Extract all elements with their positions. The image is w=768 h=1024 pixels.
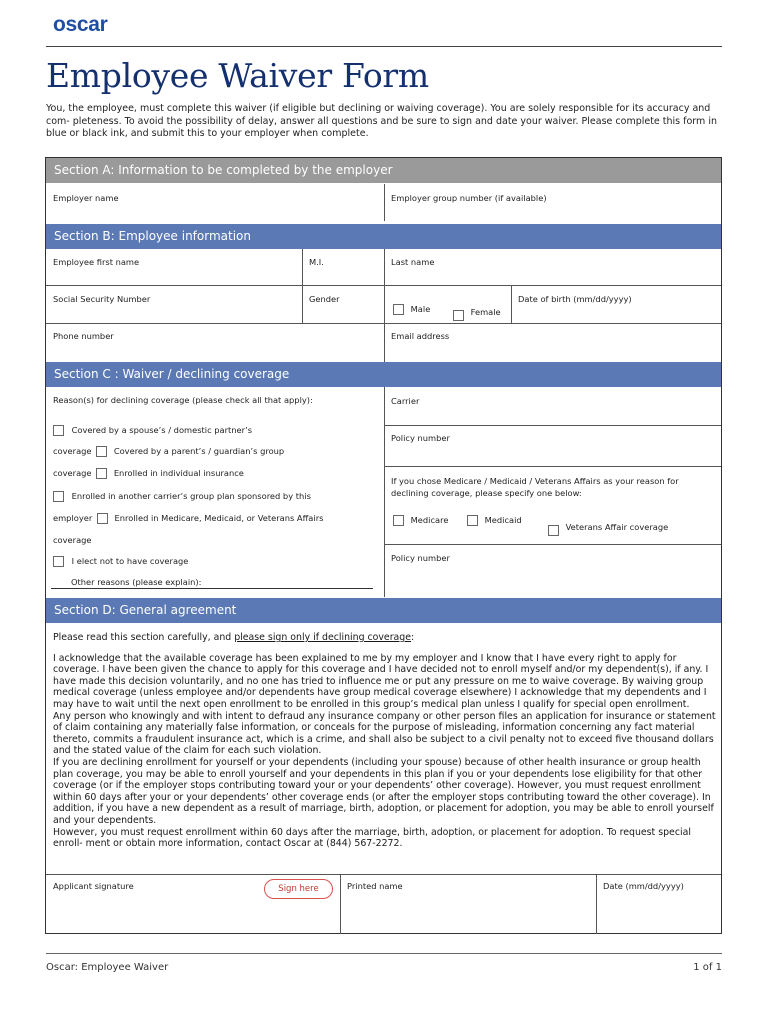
reason-elect-not[interactable]	[53, 556, 188, 567]
divider	[302, 249, 303, 324]
last-name-label: Last name	[391, 257, 435, 267]
printed-name-label: Printed name	[347, 881, 403, 891]
divider	[46, 323, 721, 324]
waiver-form	[45, 157, 722, 934]
gender-male-option[interactable]	[393, 304, 430, 315]
footer-divider	[46, 953, 722, 954]
mi-label: M.I.	[309, 257, 324, 267]
footer-left: Oscar: Employee Waiver	[46, 962, 169, 973]
divider	[384, 387, 385, 597]
medicaid-checkbox[interactable]	[467, 515, 478, 526]
reason-individual-label: Enrolled in individual insurance	[113, 468, 244, 478]
header-divider	[46, 46, 722, 47]
printed-name-field[interactable]	[341, 875, 596, 934]
applicant-signature-label: Applicant signature	[53, 881, 134, 891]
medicare-label: Medicare	[410, 515, 449, 525]
intro-text: You, the employee, must complete this waiver (if eligible but declining or waiving coverage). You are solely responsible for its accuracy and com- pleteness. To avoid the possibility of delay, answer all questions and be sure to sign and date your waiver. Please complete this form in blue or black ink, and submit this to your employer when complete.	[46, 103, 717, 139]
medicaid-label: Medicaid	[484, 515, 522, 525]
gender-label: Gender	[309, 294, 340, 304]
divider	[385, 544, 721, 545]
medicaid-option[interactable]	[467, 515, 522, 526]
individual-checkbox[interactable]	[96, 468, 107, 479]
gender-female-option[interactable]	[453, 304, 501, 321]
section-c-header: Section C : Waiver / declining coverage	[46, 362, 721, 387]
female-label: Female	[470, 307, 501, 317]
medicare-note: If you chose Medicare / Medicaid / Veterans Affairs as your reason for declining coverage, please specify one below:	[391, 476, 679, 498]
reason-medicare[interactable]	[53, 513, 323, 524]
reason-other-carrier[interactable]	[53, 491, 311, 502]
section-a-header: Section A: Information to be completed by the employer	[46, 158, 721, 183]
employer-group-field[interactable]	[385, 184, 721, 221]
employer-name-label: Employer name	[53, 193, 119, 203]
agreement-paragraph: If you are declining enrollment for yourself or your dependents (including your spouse) because of other health insurance or group health plan coverage, you may be able to enroll yourself and your dependents in this plan if you or your dependents lose eligibility for that other coverage (or if the employer stops contributing toward your or your dependents’ other coverage). However, you must request enrollment within 60 days after your or your dependents’ other coverage ends (or after the employer stops contributing toward the other coverage). In addition, if you have a new dependent as a result of marriage, birth, adoption, or placement for adoption, you may be able to enroll yourself and your dependents.	[53, 756, 714, 826]
date-label: Date (mm/dd/yyyy)	[603, 881, 684, 891]
other-reasons-field[interactable]	[51, 588, 373, 589]
medicare-checkbox[interactable]	[393, 515, 404, 526]
reason-spouse[interactable]	[53, 425, 252, 436]
male-checkbox[interactable]	[393, 304, 404, 315]
policy-number-2-label: Policy number	[391, 553, 450, 563]
policy-number-label: Policy number	[391, 433, 450, 443]
medicare-option[interactable]	[393, 515, 448, 526]
male-label: Male	[410, 304, 431, 314]
elect-not-checkbox[interactable]	[53, 556, 64, 567]
divider	[46, 285, 721, 286]
divider	[384, 249, 385, 362]
phone-label: Phone number	[53, 331, 114, 341]
employer-group-label: Employer group number (if available)	[391, 193, 547, 203]
oscar-logo: oscar	[53, 13, 108, 36]
other-carrier-checkbox[interactable]	[53, 491, 64, 502]
va-label: Veterans Affair coverage	[565, 522, 669, 532]
va-option[interactable]	[548, 519, 668, 536]
reason-individual[interactable]	[53, 468, 244, 479]
divider	[511, 286, 512, 324]
medicare-reason-checkbox[interactable]	[97, 513, 108, 524]
divider	[385, 425, 721, 426]
reason-spouse-label: Covered by a spouse’s / domestic partner’s	[71, 425, 253, 435]
spouse-checkbox[interactable]	[53, 425, 64, 436]
date-field[interactable]	[597, 875, 721, 934]
reason-parent-label: Covered by a parent’s / guardian’s group	[113, 446, 285, 456]
section-d-header: Section D: General agreement	[46, 598, 721, 623]
parent-checkbox[interactable]	[96, 446, 107, 457]
reason-parent[interactable]	[53, 446, 284, 457]
section-b-header: Section B: Employee information	[46, 224, 721, 249]
reason-medicare-cont: coverage	[53, 535, 92, 545]
first-name-label: Employee first name	[53, 257, 140, 267]
reason-other-carrier-label-cont: employer	[53, 513, 93, 523]
agreement-lead-text: Please read this section carefully, and	[53, 632, 235, 643]
email-label: Email address	[391, 331, 450, 341]
carrier-label: Carrier	[391, 396, 420, 406]
page-title: Employee Waiver Form	[46, 56, 429, 95]
page-number: 1 of 1	[693, 962, 722, 973]
agreement-text	[53, 632, 718, 850]
va-checkbox[interactable]	[548, 525, 559, 536]
agreement-lead	[53, 632, 718, 644]
agreement-paragraph: However, you must request enrollment within 60 days after the marriage, birth, adoption, or placement for adoption. To request special enroll- ment or obtain more information, contact Oscar at (844) 567-2272.	[53, 826, 691, 850]
dob-label: Date of birth (mm/dd/yyyy)	[518, 294, 632, 304]
agreement-lead-end: :	[411, 632, 415, 643]
employer-name-field[interactable]	[46, 184, 384, 221]
reason-other-carrier-label: Enrolled in another carrier’s group plan sponsored by this	[71, 491, 311, 501]
reason-medicare-label: Enrolled in Medicare, Medicaid, or Veterans Affairs	[114, 513, 324, 523]
reasons-label: Reason(s) for declining coverage (please check all that apply):	[53, 395, 313, 405]
reason-parent-label-cont: coverage	[53, 468, 92, 478]
agreement-lead-underline: please sign only if declining coverage	[234, 632, 412, 643]
other-reasons-label: Other reasons (please explain):	[71, 577, 202, 587]
female-checkbox[interactable]	[453, 310, 464, 321]
agreement-paragraph: I acknowledge that the available coverage has been explained to me by my employer and I know that I have every right to apply for coverage. I have been given the chance to apply for this coverage and I have decided not to enroll myself and/or my dependent(s), if any. I have made this decision voluntarily, and no one has tried to influence me or put any pressure on me to waive coverage. By waiving group medical coverage (unless employee and/or dependents have group medical coverage elsewhere) I acknowledge that my dependents and I may have to wait until the next open enrollment to be enrolled in this group’s medical plan unless I qualify for special open enrollment.	[53, 652, 709, 710]
agreement-paragraph: Any person who knowingly and with intent to defraud any insurance company or other person files an application for insurance or statement of claim containing any materially false information, or conceals for the purpose of misleading, information concerning any fact material thereto, commits a fraudulent insurance act, which is a crime, and shall also be subject to a civil penalty not to exceed five thousand dollars and the stated value of the claim for each such violation.	[53, 710, 716, 757]
reason-elect-not-label: I elect not to have coverage	[71, 556, 189, 566]
sign-here-badge: Sign here	[264, 879, 333, 899]
reason-spouse-label-cont: coverage	[53, 446, 92, 456]
ssn-label: Social Security Number	[53, 294, 151, 304]
applicant-signature-field[interactable]	[46, 875, 340, 934]
divider	[385, 466, 721, 467]
